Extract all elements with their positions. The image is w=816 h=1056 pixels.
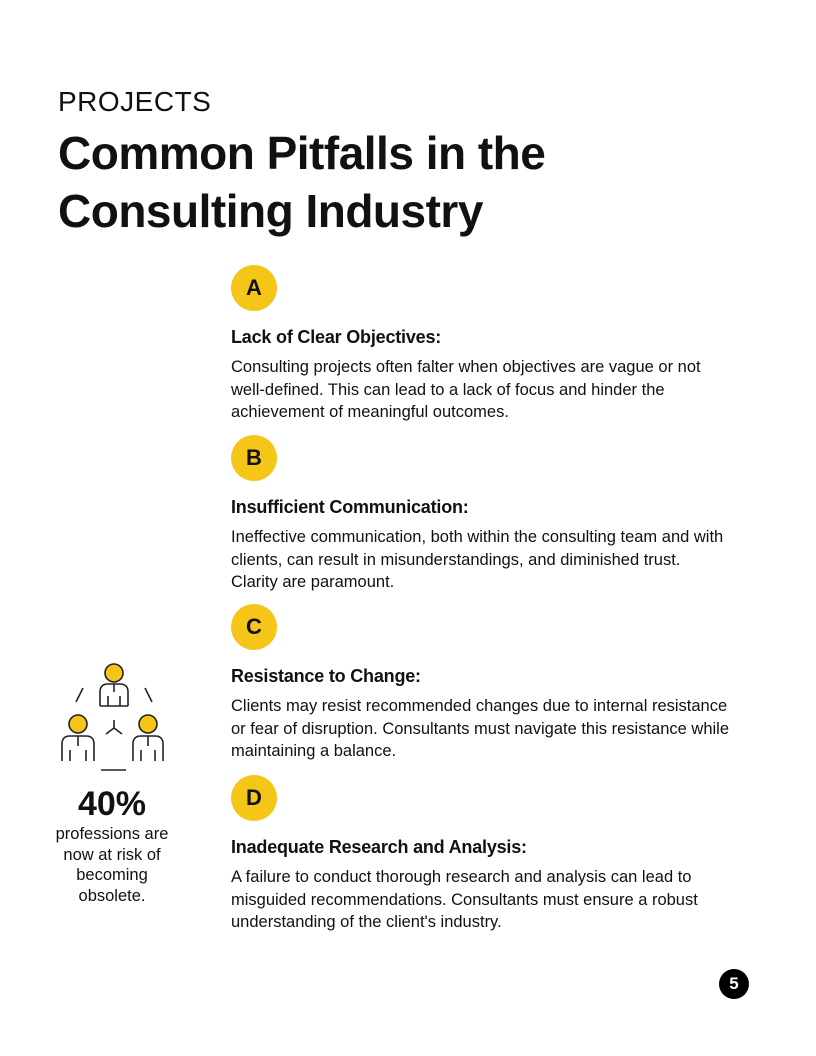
letter-badge: C [231, 604, 277, 650]
pitfall-body: A failure to conduct thorough research and analysis can lead to misguided recommendations. Consultants must ensure a robust understanding of the client's industry. [231, 868, 698, 931]
pitfall-item-c [231, 604, 731, 763]
pitfall-body: Consulting projects often falter when objectives are vague or not well-defined. This can lead to a lack of focus and hinder the achievement of meaningful outcomes. [231, 358, 701, 421]
team-network-icon [58, 658, 170, 773]
page-title: Common Pitfalls in the Consulting Industry [58, 127, 546, 237]
letter-badge: A [231, 265, 277, 311]
pitfall-heading: Inadequate Research and Analysis: [231, 837, 527, 857]
page-number: 5 [719, 969, 749, 999]
pitfall-item-b [231, 435, 731, 594]
stat-text: professions are now at risk of becoming obsolete. [55, 825, 169, 905]
pitfall-item-a [231, 265, 731, 424]
pitfall-heading: Lack of Clear Objectives: [231, 327, 442, 347]
letter-badge: D [231, 775, 277, 821]
pitfall-item-d [231, 775, 731, 934]
pitfall-heading: Resistance to Change: [231, 666, 421, 686]
pitfall-body: Ineffective communication, both within the consulting team and with clients, can result in misunderstandings, and diminished trust. Clarity are paramount. [231, 528, 724, 591]
pitfall-body: Clients may resist recommended changes due to internal resistance or fear of disruption. Consultants must navigate this resistance while maintaining a balance. [231, 697, 729, 760]
stat-value: 40% [77, 785, 147, 823]
stat-callout [52, 785, 172, 906]
letter-badge: B [231, 435, 277, 481]
section-kicker: PROJECTS [58, 86, 212, 117]
pitfall-heading: Insufficient Communication: [231, 497, 469, 517]
